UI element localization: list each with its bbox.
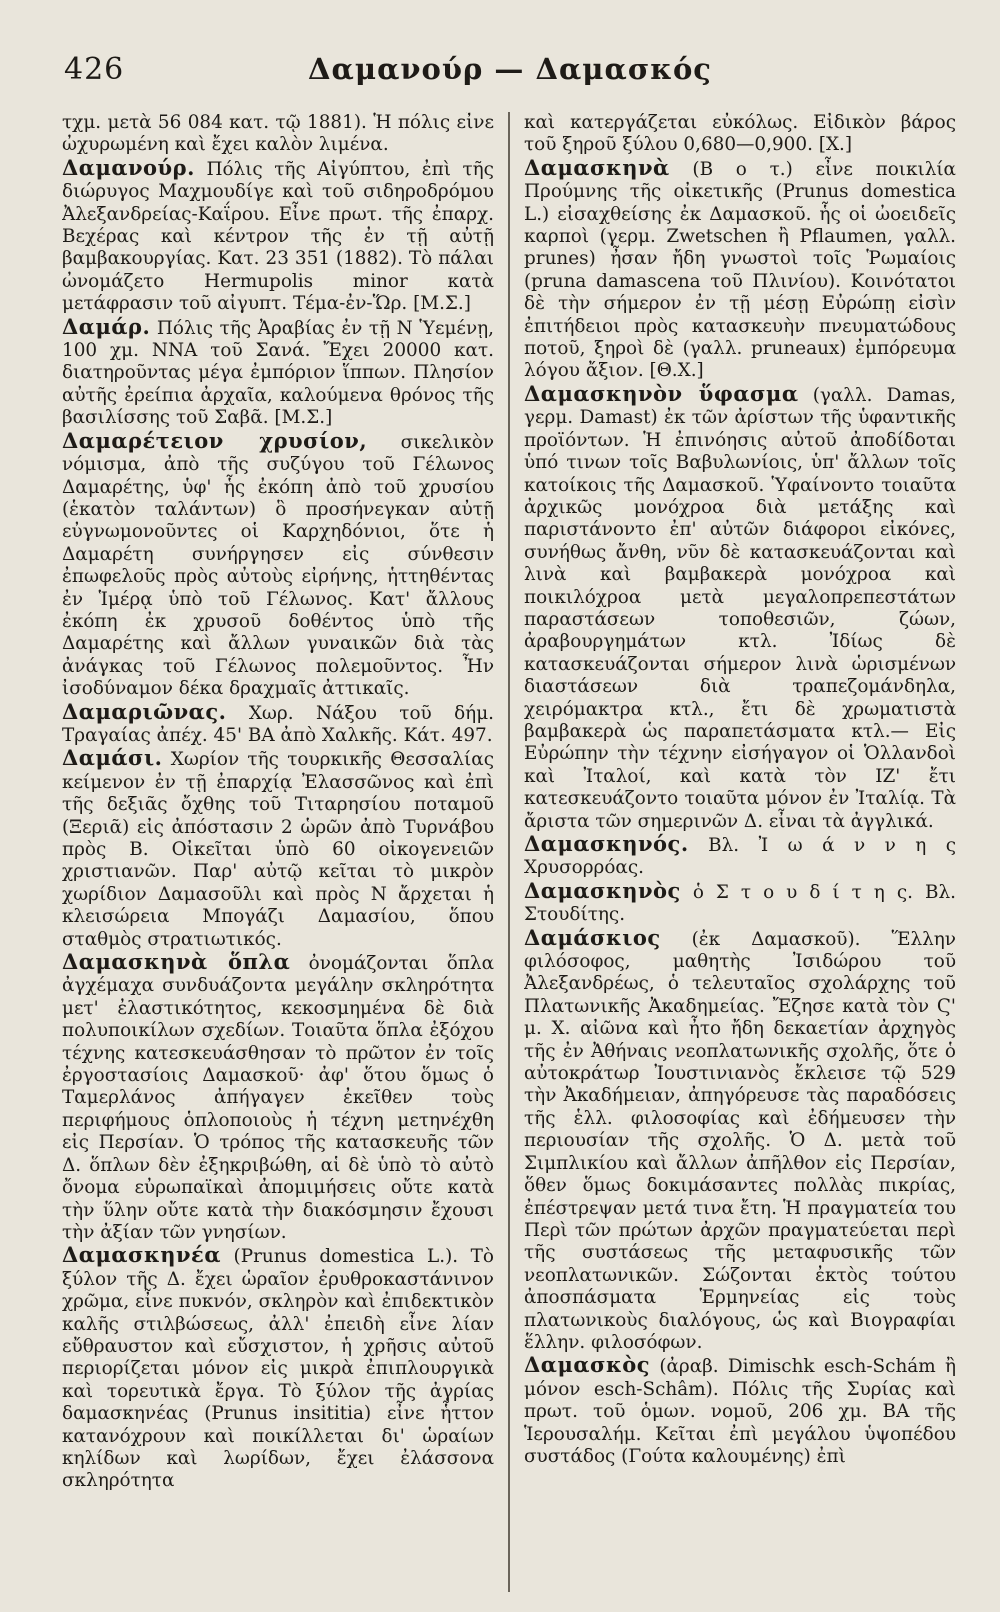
entry-text: καὶ κατεργάζεται εὐκόλως. Εἰδικὸν βάρος τοῦ ξηροῦ ξύλου 0,680—0,900. [Χ.] bbox=[524, 112, 956, 156]
dictionary-entry bbox=[524, 924, 956, 1355]
left-column bbox=[62, 112, 494, 1592]
entry-headword: Δαμάσι. bbox=[62, 745, 163, 771]
page-number: 426 bbox=[64, 52, 125, 87]
entry-headword: Δαμάρ. bbox=[62, 313, 151, 339]
entry-text: τχμ. μετὰ 56 084 κατ. τῷ 1881). Ἡ πόλις εἶνε ὠχυρωμένη καὶ ἔχει καλὸν λιμένα. bbox=[62, 112, 494, 156]
entry-text: (γαλλ. Damas, γερμ. Damast) ἐκ τῶν ἀρίστων τῆς ὑφαντικῆς προϊόντων. Ἡ ἐπινόησις αὐτοῦ ἀποδίδοται ὑπό τινων τοῖς Βαβυλωνίοις, ὑπ' ἄλλων τοῖς κατοίκοις τῆς Δαμασκοῦ. Ὑφαίνοντο τοιαῦτα ἀρχικῶς μονόχροα διὰ μετάξης καὶ παριστάνοντο ἐπ' αὐτῶν διάφοροι εἰκόνες, συνήθως ἄνθη, νῦν δὲ κατασκευάζονται καὶ λινὰ καὶ βαμβακερὰ μονόχροα καὶ ποικιλόχροα μετὰ μεγαλοπρεπεστάτων παραστάσεων τοποθεσιῶν, ζώων, ἀραβουργημάτων κτλ. Ἰδίως δὲ κατασκευάζονται σήμερον λινὰ ὡρισμένων διαστάσεων διὰ τραπεζομάνδηλα, χειρόμακτρα κτλ., ἔτι δὲ χρωματιστὰ βαμβακερὰ ὡς παραπετάσματα κτλ.— Εἰς Εὐρώπην τὴν τέχνην εἰσήγαγον οἱ Ὁλλανδοὶ καὶ Ἰταλοί, καὶ κατὰ τὸν ΙΖ' ἔτι κατεσκευάζοντο τοιαῦτα μόνον ἐν Ἰταλίᾳ. Τὰ ἄριστα τῶν σημερινῶν Δ. εἶναι τὰ ἀγγλικά. bbox=[524, 384, 956, 832]
dictionary-entry bbox=[62, 951, 494, 1244]
column-divider bbox=[508, 112, 510, 1592]
entry-text: (ἀραβ. Dimischk esch-Schám ἢ μόνον esch-Schâm). Πόλις τῆς Συρίας καὶ πρωτ. τοῦ ὁμων. νομοῦ, 206 χμ. ΒΑ τῆς Ἱερουσαλήμ. Κεῖται ἐπὶ μεγάλου ὑψοπέδου συστάδος (Γούτα καλουμένης) ἐπὶ bbox=[524, 1356, 956, 1467]
dictionary-entry bbox=[62, 747, 494, 951]
dictionary-entry bbox=[62, 1244, 494, 1492]
dictionary-entry bbox=[62, 698, 494, 748]
entry-text: Πόλις τῆς Αἰγύπτου, ἐπὶ τῆς διώρυγος Μαχμουδίγε καὶ τοῦ σιδηροδρόμου Ἀλεξανδρείας-Καΐρου. Εἶνε πρωτ. τῆς ἐπαρχ. Βεχέρας καὶ κέντρον τῆς ἐν τῇ αὐτῇ βαμβακουργίας. Κατ. 23 351 (1882). Τὸ πάλαι ὠνομάζετο Hermupolis minor κατὰ μετάφρασιν τοῦ αἰγυπτ. Τέμα-ἐν-Ὥρ. [Μ.Σ.] bbox=[62, 158, 494, 315]
page-header bbox=[62, 46, 958, 90]
running-head: Δαμανούρ — Δαμασκός bbox=[308, 52, 712, 86]
entry-headword: Δαμαριῶνας. bbox=[62, 698, 227, 724]
entry-text: Πόλις τῆς Ἀραβίας ἐν τῇ Ν Ὑεμένῃ, 100 χμ. ΝΝΑ τοῦ Σανά. Ἔχει 20000 κατ. διατηροῦντας μέγα ἐμπόριον ἵππων. Πλησίον αὐτῆς ἐρείπια ἀρχαῖα, καλούμενα θρόνος τῆς βασιλίσσης τοῦ Σαβᾶ. [Μ.Σ.] bbox=[62, 317, 494, 429]
dictionary-entry bbox=[62, 427, 494, 701]
entry-text: (Prunus domestica L.). Τὸ ξύλον τῆς Δ. ἔχει ὡραῖον ἐρυθροκαστάνινον χρῶμα, εἶνε πυκνόν, σκληρὸν καὶ ἐπιδεκτικὸν καλῆς στιλβώσεως, ἀλλ' ἐπειδὴ εἶνε λίαν εὔθραυστον καὶ εὔσχιστον, ἡ χρῆσις αὐτοῦ περιορίζεται μόνον εἰς μικρὰ ἐπιπλουργικὰ καὶ τορευτικὰ ἔργα. Τὸ ξύλον τῆς ἀγρίας δαμασκηνέας (Prunus insititia) εἶνε ἧττον κατανόχρουν καὶ ποικίλλεται δι' ὡραίων κηλίδων καὶ λωρίδων, ἔχει ἐλάσσονα σκληρότητα bbox=[62, 1246, 494, 1492]
dictionary-entry bbox=[62, 154, 494, 316]
entry-headword: Δαμασκηνὸν ὕφασμα bbox=[524, 380, 799, 406]
entry-headword: Δαμασκὸς bbox=[524, 1352, 651, 1378]
dictionary-entry bbox=[524, 380, 956, 833]
entry-headword: Δαμασκηνός. bbox=[524, 831, 689, 856]
entry-headword: Δαμαρέτειον χρυσίον, bbox=[62, 427, 368, 453]
entry-text: σικελικὸν νόμισμα, ἀπὸ τῆς συζύγου τοῦ Γέλωνος Δαμαρέτης, ὑφ' ἧς ἐκόπη ἀπὸ τοῦ χρυσίου (ἑκατὸν ταλάντων) ὃ προσήνεγκαν αὐτῇ εὐγνωμονοῦντες οἱ Καρχηδόνιοι, ὅτε ἡ Δαμαρέτη συνήργησεν εἰς σύνθεσιν ἐπωφελοῦς πρὸς αὐτοὺς εἰρήνης, ἡττηθέντας ἐν Ἱμέρᾳ ὑπὸ τοῦ Γέλωνος. Κατ' ἄλλους ἐκόπη ἐκ χρυσοῦ δοθέντος ὑπὸ τῆς Δαμαρέτης καὶ ἄλλων γυναικῶν διὰ τὰς ἀνάγκας τοῦ Γέλωνος πολεμοῦντος. Ἦν ἰσοδύναμον δέκα δραχμαῖς ἀττικαῖς. bbox=[62, 431, 494, 700]
entry-text: Βλ. Ἰ ω ά ν ν η ς Χρυσορρόας. bbox=[524, 835, 956, 879]
dictionary-entry bbox=[524, 154, 956, 383]
entry-headword: Δαμασκηνὰ bbox=[524, 154, 670, 180]
dictionary-entry bbox=[524, 1354, 956, 1468]
entry-headword: Δαμασκηνὰ ὅπλα bbox=[62, 949, 291, 975]
dictionary-entry bbox=[62, 112, 494, 157]
entry-text: (ἐκ Δαμασκοῦ). Ἕλλην φιλόσοφος, μαθητὴς Ἰσιδώρου τοῦ Ἀλεξανδρέως, ὁ τελευταῖος σχολάρχης τοῦ Πλατωνικῆς Ἀκαδημείας. Ἔζησε κατὰ τὸν Ϛ' μ. Χ. αἰῶνα καὶ ἦτο ἤδη δεκαετίαν ἀρχηγὸς τῆς ἐν Ἀθήναις νεοπλατωνικῆς σχολῆς, ὅτε ὁ αὐτοκράτωρ Ἰουστινιανὸς ἔκλεισε τῷ 529 τὴν Ἀκαδήμειαν, ἀπηγόρευσε τὰς παραδόσεις τῆς ἑλλ. φιλοσοφίας καὶ ἐδήμευσεν τὴν περιουσίαν τῆς σχολῆς. Ὁ Δ. μετὰ τοῦ Σιμπλικίου καὶ ἄλλων ἀπῆλθον εἰς Περσίαν, ὅθεν ὅμως δοκιμάσαντες πολλὰς πικρίας, ἐπέστρεψαν μετά τινα ἔτη. Ἡ πραγματεία του Περὶ τῶν πρώτων ἀρχῶν πραγματεύεται περὶ τῆς συστάσεως τῆς μεταφυσικῆς τῶν νεοπλατωνικῶν. Σώζονται ἐκτὸς τούτου ἀποσπάσματα Ἑρμηνείας εἰς τοὺς πλατωνικοὺς διαλόγους, ὡς καὶ Βιογραφίαι ἕλλην. φιλοσόφων. bbox=[524, 928, 956, 1353]
dictionary-entry bbox=[62, 313, 494, 430]
entry-text: ὀνομάζονται ὅπλα ἀγχέμαχα συνδυάζοντα μεγάλην σκληρότητα μετ' ἐλαστικότητος, κεκοσμημένα δὲ διὰ πολυποικίλων σχεδίων. Τοιαῦτα ὅπλα ἐξόχου τέχνης κατεσκευάσθησαν τὸ πρῶτον ἐν τοῖς ἐργοστασίοις Δαμασκοῦ· ἀφ' ὅτου ὅμως ὁ Ταμερλάνος ἀπήγαγεν ἐκεῖθεν τοὺς περιφήμους ὁπλοποιοὺς ἡ τέχνη μετηνέχθη εἰς Περσίαν. Ὁ τρόπος τῆς κατασκευῆς τῶν Δ. ὅπλων δὲν ἐξηκριβώθη, αἱ δὲ ὑπὸ τὸ αὐτὸ ὄνομα εὐρωπαϊκαὶ ἀπομιμήσεις οὔτε κατὰ τὴν ὕλην οὔτε κατὰ τὴν διακόσμησιν ἔχουσι τὴν ἀξίαν τῶν γνησίων. bbox=[62, 953, 494, 1243]
dictionary-entry bbox=[524, 877, 956, 927]
entry-headword: Δαμασκηνέα bbox=[62, 1242, 221, 1268]
dictionary-entry bbox=[524, 833, 956, 880]
entry-text: Χωρίον τῆς τουρκικῆς Θεσσαλίας κείμενον ἐν τῇ ἐπαρχίᾳ Ἐλασσῶνος καὶ ἐπὶ τῆς δεξιᾶς ὄχθης τοῦ Τιταρησίου ποταμοῦ (Ξεριᾶ) εἰς ἀπόστασιν 2 ὡρῶν ἀπὸ Τυρνάβου πρὸς Β. Οἰκεῖται ὑπὸ 60 οἰκογενειῶν χριστιανῶν. Παρ' αὐτῷ κεῖται τὸ μικρὸν χωρίδιον Δαμασοῦλι καὶ πρὸς Ν ἄρχεται ἡ κλεισώρεια Μπογάζι Δαμασίου, ὅπου σταθμὸς στρατιωτικός. bbox=[62, 749, 494, 950]
entry-headword: Δαμάσκιος bbox=[524, 924, 661, 950]
entry-text: Χωρ. Νάξου τοῦ δήμ. Τραγαίας ἀπέχ. 45' ΒΑ ἀπὸ Χαλκῆς. Κάτ. 497. bbox=[62, 702, 494, 746]
text-columns bbox=[62, 112, 956, 1592]
right-column bbox=[524, 112, 956, 1592]
dictionary-entry bbox=[524, 112, 956, 157]
entry-headword: Δαμανούρ. bbox=[62, 154, 195, 180]
entry-headword: Δαμασκηνὸς bbox=[524, 877, 681, 903]
entry-text: (Β ο τ.) εἶνε ποικιλία Προύμνης τῆς οἰκετικῆς (Prunus domestica L.) εἰσαχθείσης ἐκ Δαμασκοῦ. ἧς οἱ ὠοειδεῖς καρποὶ (γερμ. Zwetschen ἢ Pflaumen, γαλλ. prunes) ἦσαν ἤδη γνωστοὶ τοῖς Ῥωμαίοις (pruna damascena τοῦ Πλινίου). Κοινότατοι δὲ τὴν σήμερον ἐν τῇ μέσῃ Εὐρώπῃ εἰσὶν ἐπιτήδειοι πρὸς κατασκευὴν πνευματώδους ποτοῦ, ξηροὶ δὲ (γαλλ. pruneaux) ἐμπόρευμα λόγου ἄξιον. [Θ.Χ.] bbox=[524, 158, 956, 382]
entry-text: ὁ Σ τ ο υ δ ί τ η ς. Βλ. Στουδίτης. bbox=[524, 881, 956, 926]
